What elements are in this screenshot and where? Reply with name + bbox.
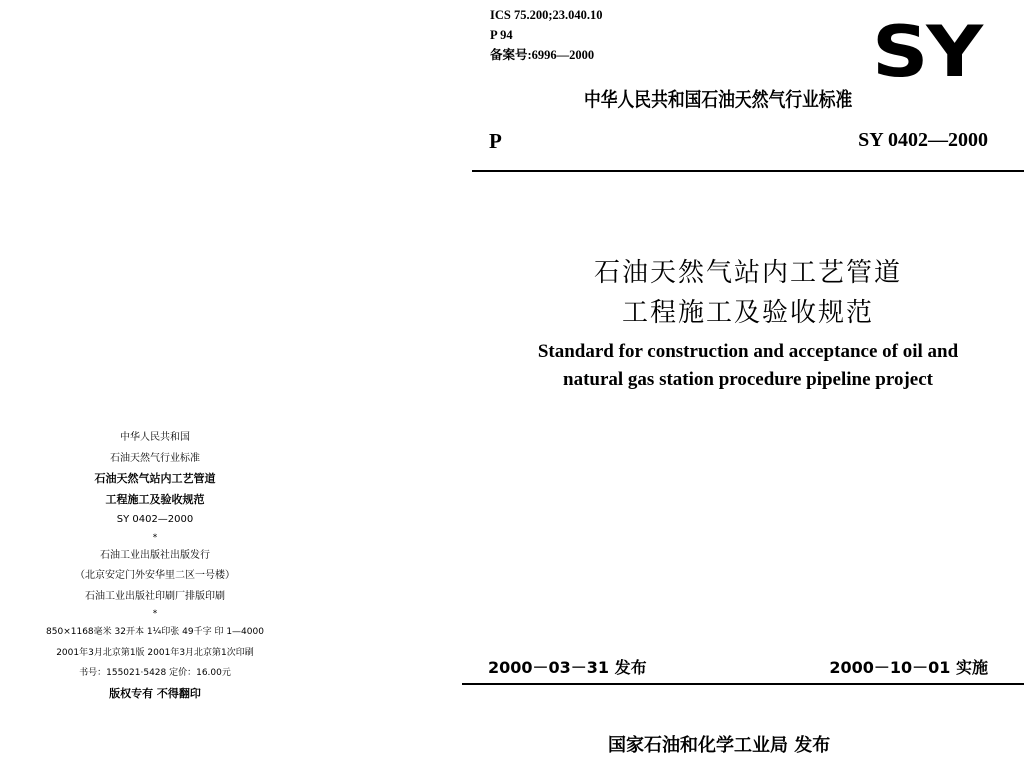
chinese-title-line1: 石油天然气站内工艺管道 — [593, 258, 902, 288]
colophon-format: 850×1168毫米 32开本 1¼印张 49千字 印 1—4000 — [46, 627, 264, 637]
colophon-separator: * — [152, 609, 158, 619]
colophon-address: （北京安定门外安华里二区一号楼） — [75, 570, 235, 581]
colophon-separator: * — [152, 532, 158, 543]
english-title — [472, 338, 1024, 394]
colophon-title-line2: 工程施工及验收规范 — [105, 492, 205, 506]
standard-name: 中华人民共和国石油天然气行业标准 — [584, 88, 853, 111]
standard-number: SY 0402—2000 — [858, 129, 988, 151]
colophon-isbn-price: 书号：155021·5428 定价：16.00元 — [79, 668, 231, 678]
filing-number: 备案号:6996—2000 — [490, 48, 595, 62]
chinese-title-line2: 工程施工及验收规范 — [621, 298, 874, 328]
classification-codes — [490, 5, 603, 65]
colophon-standard-number: SY 0402—2000 — [116, 514, 194, 525]
chinese-title — [472, 253, 1024, 333]
effective-date: 2000－10－01 实施 — [829, 658, 988, 677]
colophon-title-line1: 石油天然气站内工艺管道 — [94, 472, 216, 485]
colophon-publisher: 石油工业出版社出版发行 — [100, 549, 210, 561]
colophon-edition: 2001年3月北京第1版 2001年3月北京第1次印刷 — [56, 647, 254, 658]
colophon-printer: 石油工业出版社印刷厂排版印刷 — [85, 590, 225, 602]
colophon-copyright: 版权专有 不得翻印 — [109, 686, 201, 700]
issuing-authority: 国家石油和化学工业局 发布 — [608, 735, 831, 756]
colophon — [0, 428, 310, 704]
sy-logo: SY — [872, 11, 981, 93]
category-code: P 94 — [490, 28, 513, 42]
ics-code: ICS 75.200;23.040.10 — [490, 8, 603, 22]
english-title-line2: natural gas station procedure pipeline project — [563, 369, 933, 390]
english-title-line1: Standard for construction and acceptance of oil and — [537, 341, 959, 362]
category-letter: P — [489, 129, 502, 153]
bottom-divider — [462, 683, 1024, 685]
colophon-standard-type: 石油天然气行业标准 — [110, 452, 200, 464]
issue-date: 2000－03－31 发布 — [488, 658, 647, 677]
colophon-country: 中华人民共和国 — [120, 432, 190, 443]
top-divider — [472, 170, 1024, 172]
